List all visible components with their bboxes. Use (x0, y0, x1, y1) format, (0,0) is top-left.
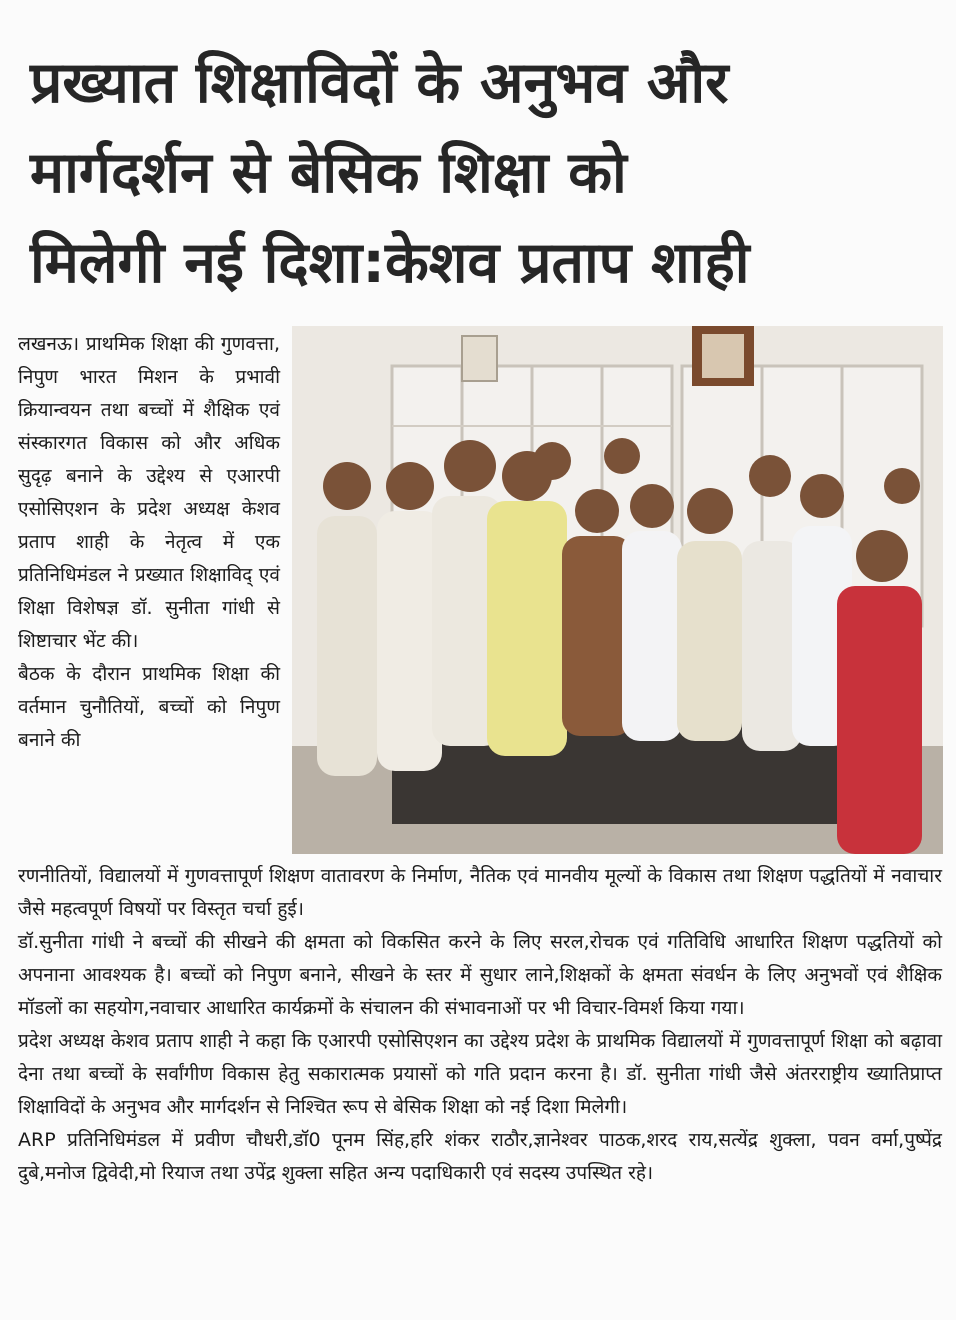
article-paragraph-4: प्रदेश अध्यक्ष केशव प्रताप शाही ने कहा कि एआरपी एसोसिएशन का उद्देश्य प्रदेश के प्राथमिक विद्यालयों में गुणवत्तापूर्ण शिक्षा को बढ़ावा देना तथा बच्चों के सर्वांगीण विकास हेतु सकारात्मक प्रयासों को गति प्रदान करना है। डॉ. सुनीता गांधी जैसे अंतरराष्ट्रीय ख्यातिप्राप्त शिक्षाविदों के अनुभव और मार्गदर्शन से निश्चित रूप से बेसिक शिक्षा को नई दिशा मिलेगी। (18, 1030, 942, 1118)
article-full-width (18, 860, 942, 1190)
headline-line-3: मिलेगी नई दिशा:केशव प्रताप शाही (30, 230, 750, 296)
article-paragraph-5: ARP प्रतिनिधिमंडल में प्रवीण चौधरी,डॉ0 पूनम सिंह,हरि शंकर राठौर,ज्ञानेश्वर पाठक,शरद राय,सत्येंद्र शुक्ला, पवन वर्मा,पुष्पेंद्र दुबे,मनोज द्विवेदी,मो रियाज तथा उपेंद्र शुक्ला सहित अन्य पदाधिकारी एवं सदस्य उपस्थित रहे। (18, 1129, 942, 1184)
headline-line-1: प्रख्यात शिक्षाविदों के अनुभव और (30, 50, 729, 116)
article-left-column (18, 328, 280, 757)
headline-line-2: मार्गदर्शन से बेसिक शिक्षा को (30, 140, 627, 206)
article-paragraph-3: डॉ.सुनीता गांधी ने बच्चों की सीखने की क्षमता को विकसित करने के लिए सरल,रोचक एवं गतिविधि आधारित शिक्षण पद्धतियों को अपनाना आवश्यक है। बच्चों को निपुण बनाने, सीखने के स्तर में सुधार लाने,शिक्षकों के क्षमता संवर्धन के लिए अनुभवों एवं शैक्षिक मॉडलों का सहयोग,नवाचार आधारित कार्यक्रमों के संचालन की संभावनाओं पर भी विचार-विमर्श किया गया। (18, 931, 942, 1019)
group-photo-icon (292, 326, 943, 854)
article-paragraph-2-start: बैठक के दौरान प्राथमिक शिक्षा की वर्तमान चुनौतियों, बच्चों को निपुण बनाने की (18, 663, 280, 751)
group-photo (292, 326, 943, 854)
article-paragraph-1: लखनऊ। प्राथमिक शिक्षा की गुणवत्ता, निपुण भारत मिशन के प्रभावी क्रियान्वयन तथा बच्चों में शैक्षिक एवं संस्कारगत विकास को और अधिक सुदृढ़ बनाने के उद्देश्य से एआरपी एसोसिएशन के प्रदेश अध्यक्ष केशव प्रताप शाही के नेतृत्व में एक प्रतिनिधिमंडल ने प्रख्यात शिक्षाविद् एवं शिक्षा विशेषज्ञ डॉ. सुनीता गांधी से शिष्टाचार भेंट की। (18, 333, 280, 652)
article-paragraph-2-cont: रणनीतियों, विद्यालयों में गुणवत्तापूर्ण शिक्षण वातावरण के निर्माण, नैतिक एवं मानवीय मूल्यों के विकास तथा शिक्षण पद्धतियों में नवाचार जैसे महत्वपूर्ण विषयों पर विस्तृत चर्चा हुई। (18, 865, 942, 920)
headline (30, 38, 930, 308)
